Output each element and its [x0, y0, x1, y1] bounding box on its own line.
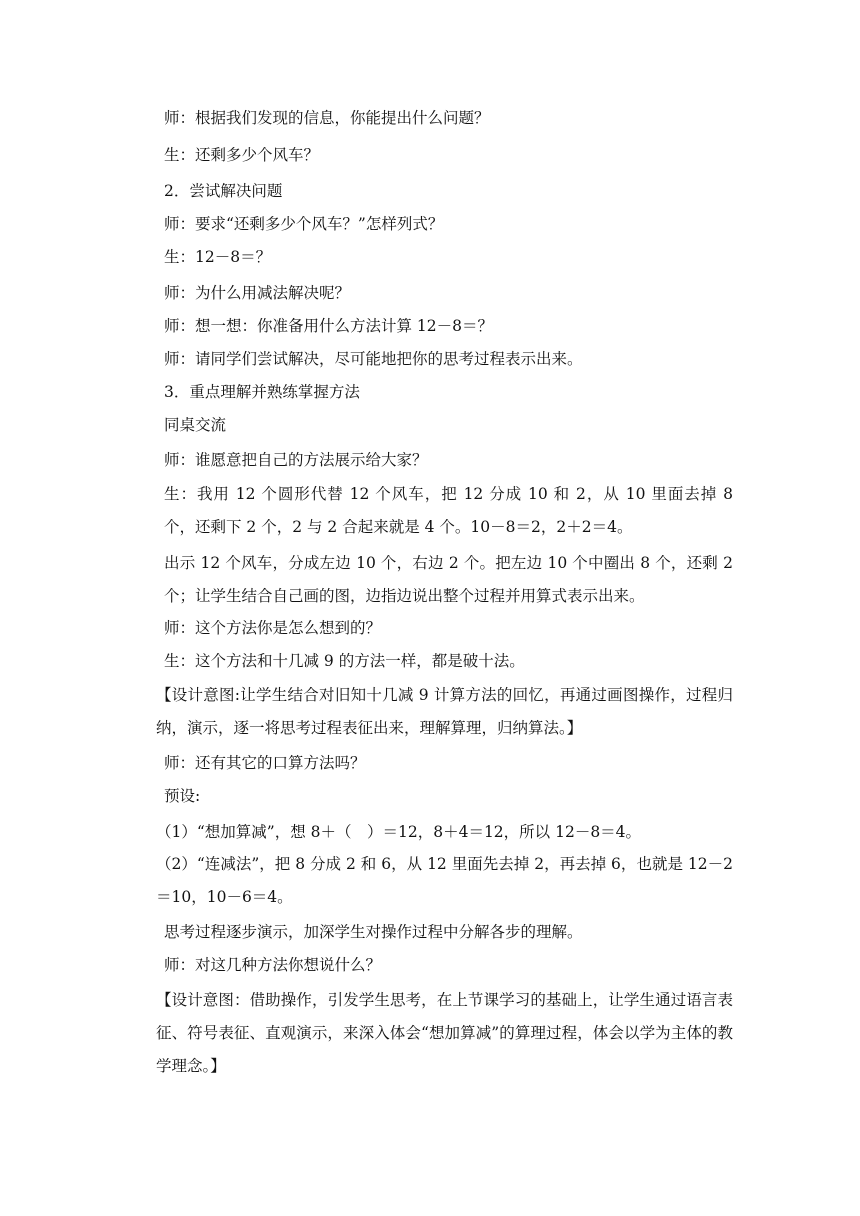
section-heading: 2．尝试解决问题: [164, 182, 283, 200]
preset-item: （2）“连减法”，把 8 分成 2 和 6，从 12 里面先去掉 2，再去掉 6，也就是 12－2＝10，10－6＝4。: [156, 855, 733, 906]
paragraph: 出示 12 个风车，分成左边 10 个，右边 2 个。把左边 10 个中圈出 8 个，还剩 2 个；让学生结合自己画的图，边指边说出整个过程并用算式表示出来。: [164, 554, 733, 605]
paragraph: 师：对这几种方法你想说什么？: [164, 956, 382, 974]
design-intent-note: 【设计意图:让学生结合对旧知十几减 9 计算方法的回忆，再通过画图操作，过程归纳，演示，逐一将思考过程表征出来，理解算理，归纳算法。】: [156, 686, 733, 737]
paragraph: 师：想一想：你准备用什么方法计算 12－8＝？: [164, 317, 494, 335]
paragraph: 同桌交流: [164, 416, 227, 434]
preset-item: （1）“想加算减”，想 8＋（ ）＝12，8＋4＝12，所以 12－8＝4。: [156, 823, 642, 841]
design-intent-note: 【设计意图：借助操作，引发学生思考，在上节课学习的基础上，让学生通过语言表征、符号表征、直观演示，来深入体会“想加算减”的算理过程，体会以学为主体的教学理念。】: [156, 991, 733, 1075]
paragraph: 师：请同学们尝试解决，尽可能地把你的思考过程表示出来。: [164, 350, 583, 368]
section-heading: 3．重点理解并熟练掌握方法: [164, 383, 360, 401]
paragraph: 思考过程逐步演示，加深学生对操作过程中分解各步的理解。: [164, 923, 583, 941]
paragraph: 生：这个方法和十几减 9 的方法一样，都是破十法。: [164, 652, 525, 670]
paragraph: 师：还有其它的口算方法吗？: [164, 754, 366, 772]
paragraph: 师：要求“还剩多少个风车？”怎样列式？: [164, 215, 444, 233]
paragraph: 师：为什么用减法解决呢？: [164, 284, 351, 302]
paragraph: 生：还剩多少个风车？: [164, 146, 320, 164]
paragraph: 师：根据我们发现的信息，你能提出什么问题？: [164, 109, 490, 127]
paragraph: 生：我用 12 个圆形代替 12 个风车，把 12 分成 10 和 2，从 10 里面去掉 8 个，还剩下 2 个，2 与 2 合起来就是 4 个。10－8＝2，2＋2＝4。: [164, 485, 733, 536]
paragraph: 师：谁愿意把自己的方法展示给大家？: [164, 451, 428, 469]
paragraph: 预设:: [164, 787, 201, 805]
paragraph: 师：这个方法你是怎么想到的？: [164, 619, 382, 637]
paragraph: 生：12－8＝？: [164, 248, 272, 266]
